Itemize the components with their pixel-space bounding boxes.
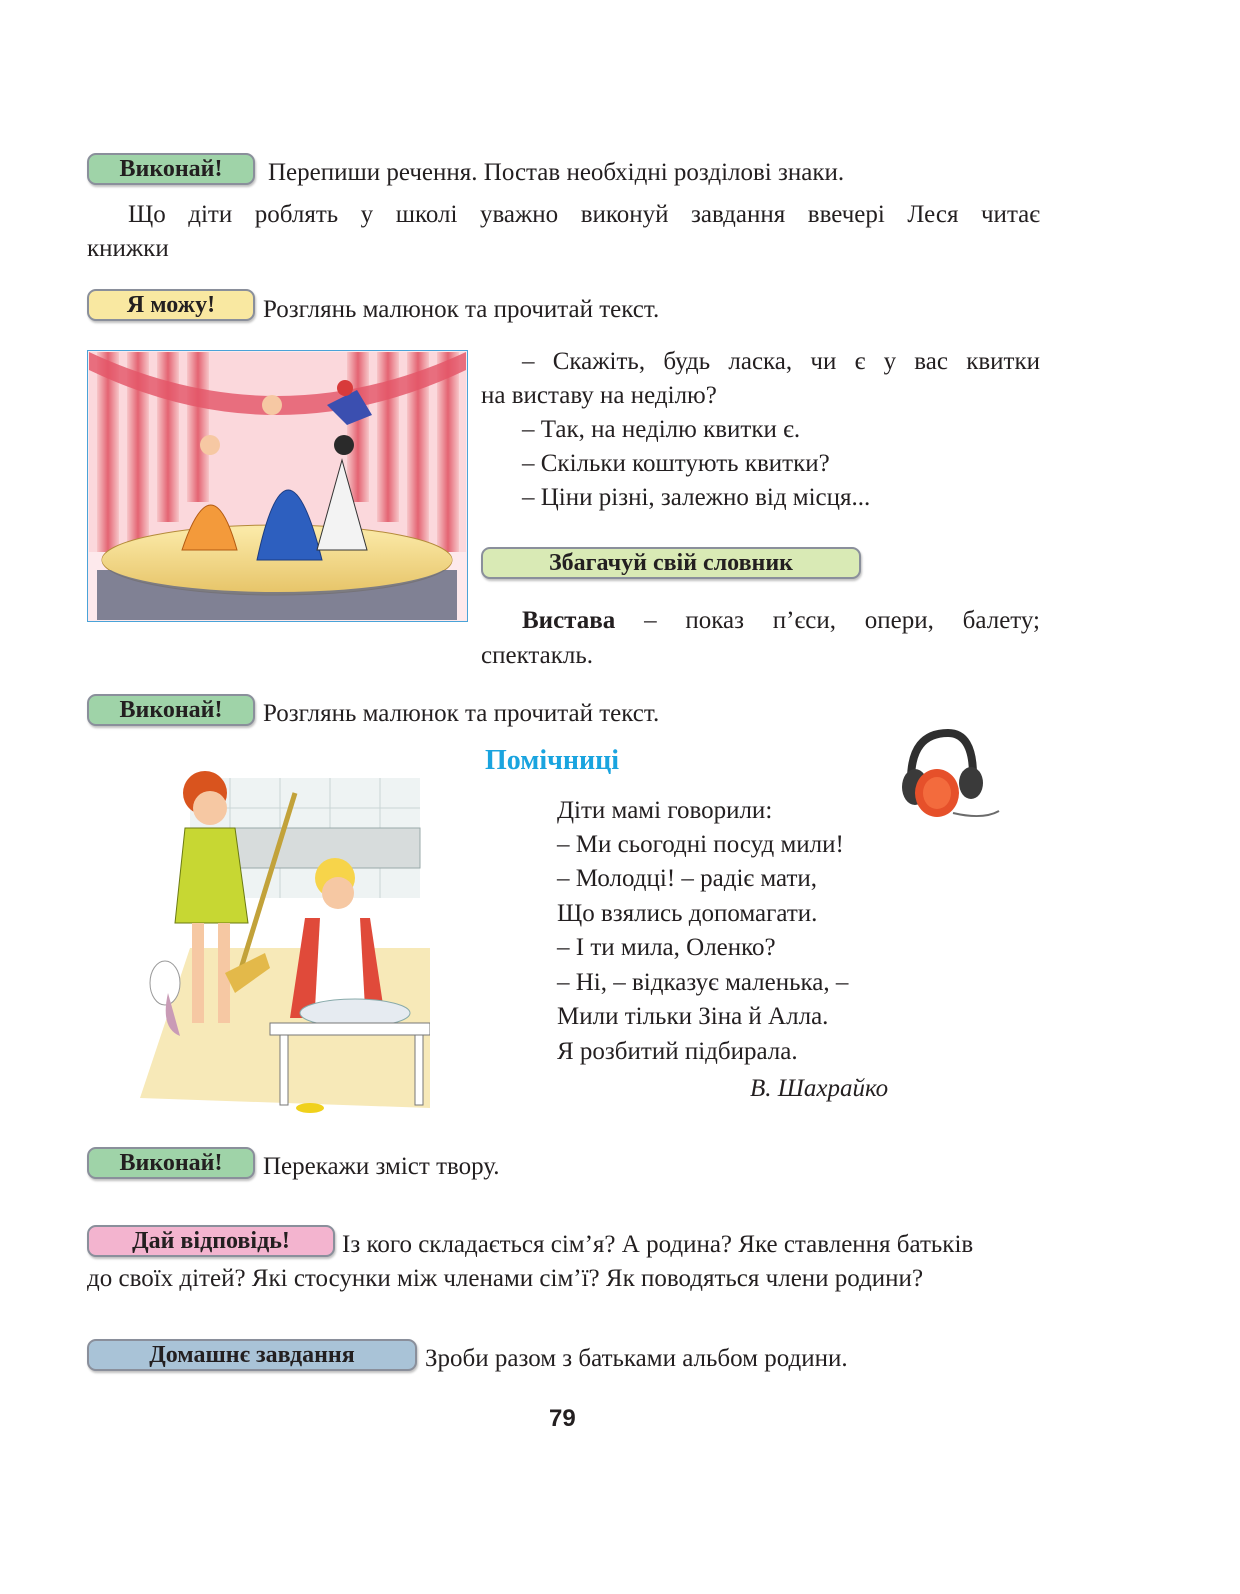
poem-line: Мили тільки Зіна й Алла. <box>557 1003 829 1030</box>
page-number: 79 <box>549 1405 576 1432</box>
dialog-line: – Так, на неділю квитки є. <box>522 416 801 443</box>
homework-badge: Домашнє завдання <box>87 1339 417 1371</box>
poem-line: – Ні, – відказує маленька, – <box>557 969 849 996</box>
girls-washing-dishes-illustration <box>130 768 430 1116</box>
poem-title: Помічниці <box>485 745 620 776</box>
poem-line: – Молодці! – радіє мати, <box>557 865 818 892</box>
vocabulary-term: Вистава <box>522 607 616 634</box>
dialog-line: – Скільки коштують квитки? <box>522 450 830 477</box>
dialog-line: – Ціни різні, залежно від місця... <box>522 484 871 511</box>
vocabulary-definition <box>522 604 1040 638</box>
question-line: Із кого складається сім’я? А родина? Яке ставлення батьків <box>342 1231 974 1258</box>
headphones-icon <box>893 725 1003 825</box>
vocabulary-definition-line: спектакль. <box>481 642 593 669</box>
exercise-sentence-line: книжки <box>87 235 169 262</box>
poem-line: Що взялись допомагати. <box>557 900 818 927</box>
task-instruction: Перекажи зміст твору. <box>263 1153 500 1180</box>
vocabulary-badge: Збагачуй свій словник <box>481 547 861 579</box>
task-badge-do: Виконай! <box>87 1147 255 1179</box>
poem-author: В. Шахрайко <box>750 1075 889 1102</box>
question-line: до своїх дітей? Які стосунки між членами сім’ї? Як поводяться члени родини? <box>87 1265 924 1292</box>
task-badge-i-can: Я можу! <box>87 289 255 321</box>
exercise-sentence-line: Що діти роблять у школі уважно виконуй завдання ввечері Леся читає <box>128 201 1040 228</box>
poem-line: Діти мамі говорили: <box>557 797 773 824</box>
poem-line: – І ти мила, Оленко? <box>557 934 776 961</box>
task-badge-do: Виконай! <box>87 694 255 726</box>
task-instruction: Розглянь малюнок та прочитай текст. <box>263 296 660 323</box>
task-badge-answer: Дай відповідь! <box>87 1225 335 1257</box>
task-instruction: Розглянь малюнок та прочитай текст. <box>263 700 660 727</box>
task-instruction: Перепиши речення. Постав необхідні розділові знаки. <box>268 159 845 186</box>
homework-text: Зроби разом з батьками альбом родини. <box>425 1345 848 1372</box>
poem-line: – Ми сьогодні посуд мили! <box>557 831 844 858</box>
task-badge-do: Виконай! <box>87 153 255 185</box>
dialog-line: – Скажіть, будь ласка, чи є у вас квитки <box>522 348 1040 375</box>
vocabulary-definition-text: – показ п’єси, опери, балету; <box>615 607 1040 634</box>
poem-line: Я розбитий підбирала. <box>557 1038 798 1065</box>
theater-stage-illustration <box>87 350 468 622</box>
dialog-line: на виставу на неділю? <box>481 382 717 409</box>
